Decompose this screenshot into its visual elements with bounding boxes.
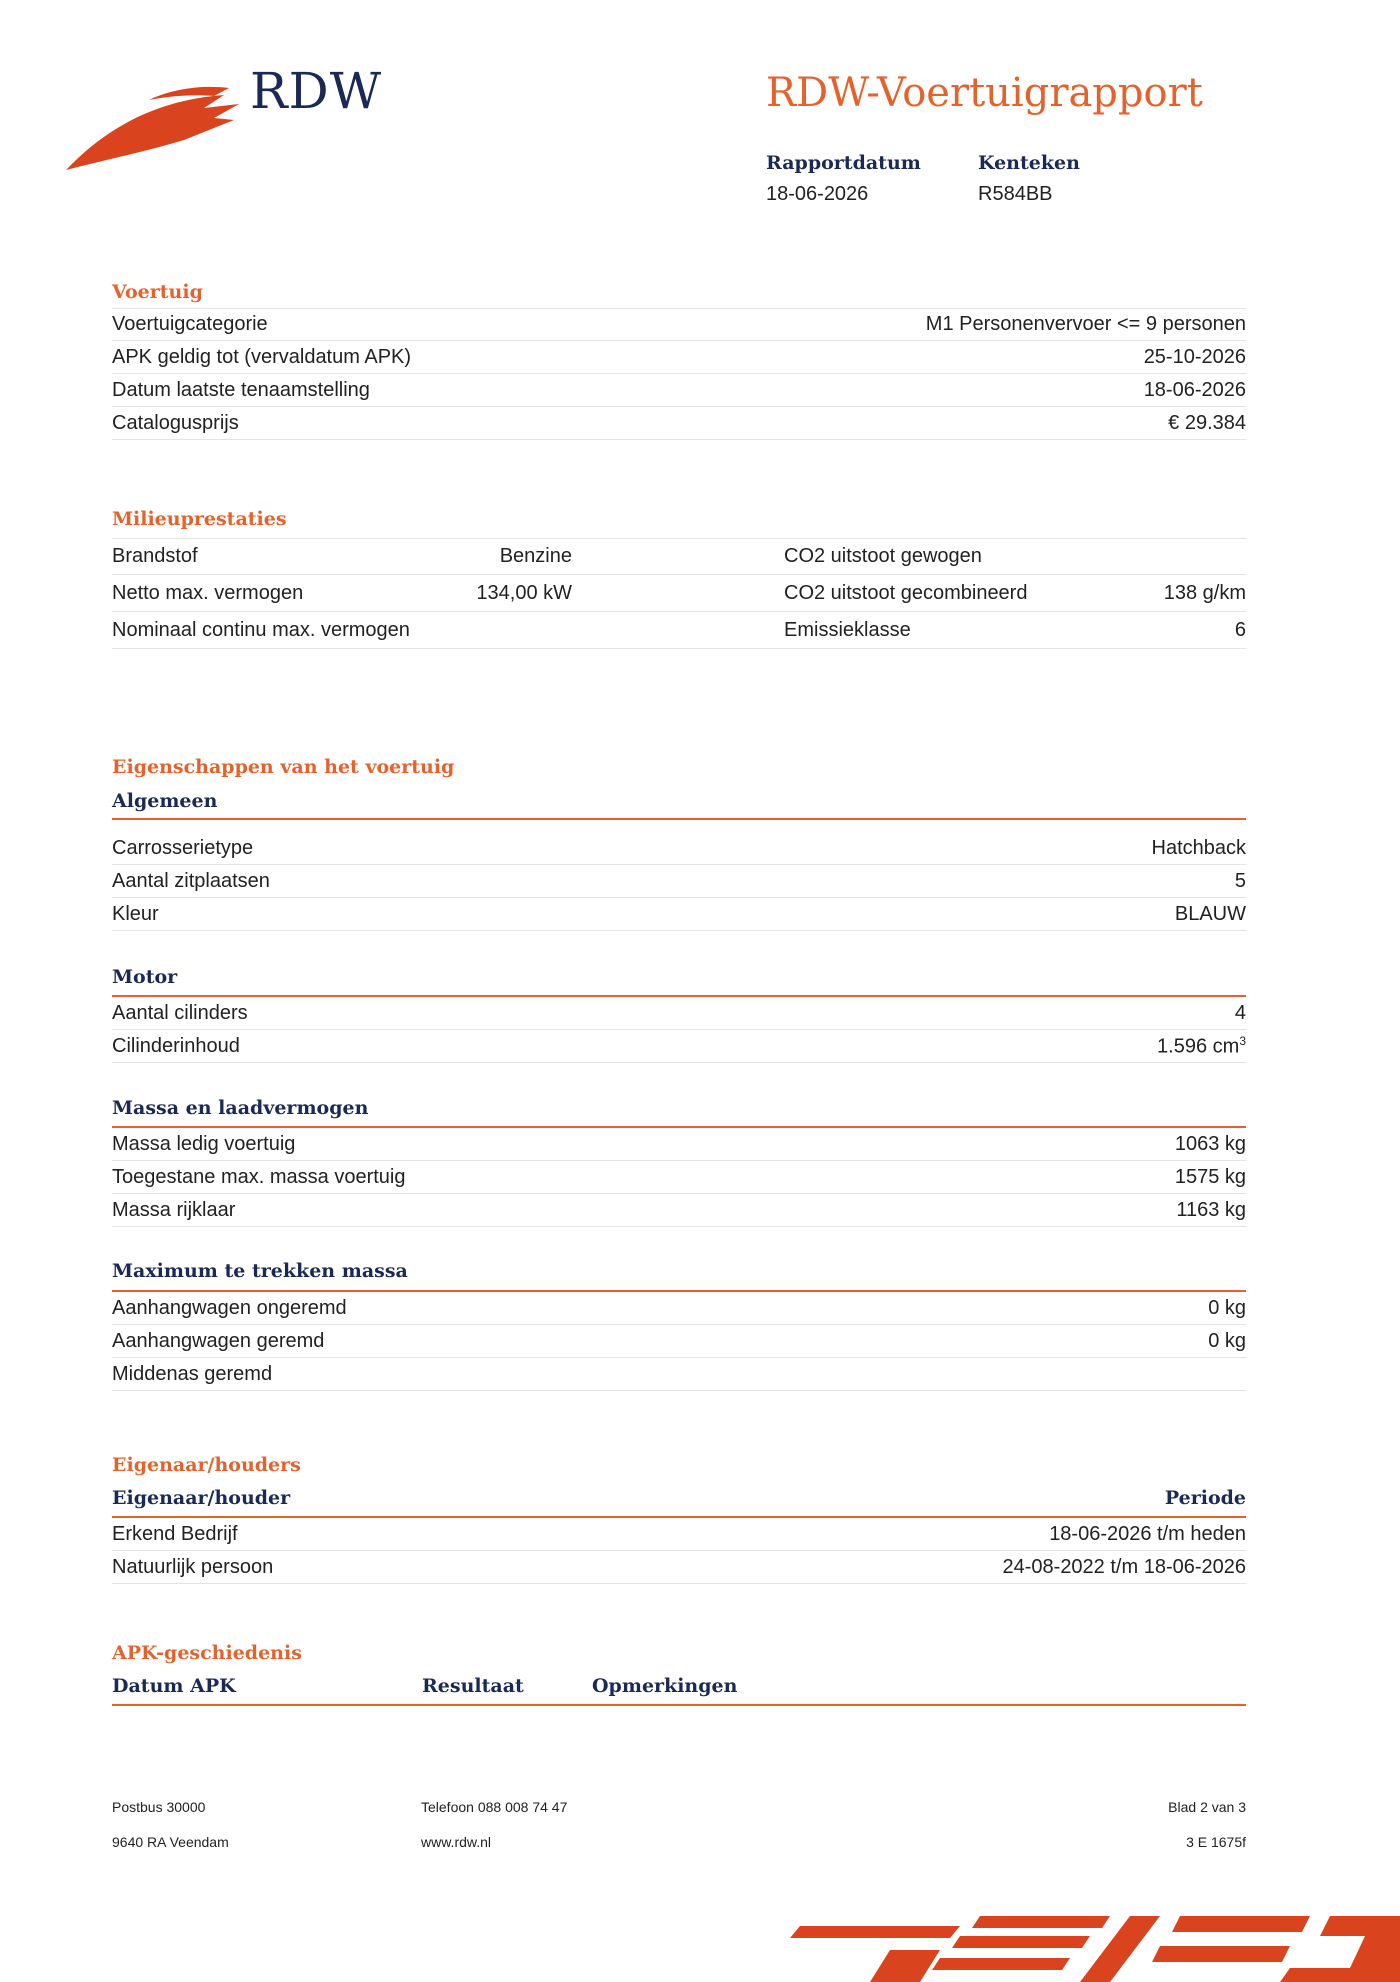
- table-row: [112, 612, 1246, 649]
- row-value: 5: [1234, 869, 1246, 892]
- rdw-footer-stripes-icon: [790, 1906, 1400, 1982]
- section-apk: APK-geschiedenis: [112, 1642, 302, 1664]
- brand-name: RDW: [250, 62, 383, 120]
- row-label: Middenas geremd: [112, 1362, 273, 1385]
- table-row: [112, 407, 1246, 440]
- row-label: Catalogusprijs: [112, 411, 239, 434]
- column-header-result: Resultaat: [422, 1675, 524, 1697]
- row-value: 18-06-2026 t/m heden: [1049, 1522, 1246, 1545]
- row-label: Nominaal continu max. vermogen: [112, 618, 410, 641]
- table-row: [112, 1128, 1246, 1161]
- row-value: 138 g/km: [1163, 581, 1246, 604]
- row-label: Aantal cilinders: [112, 1001, 248, 1024]
- row-label: Massa rijklaar: [112, 1198, 236, 1221]
- milieu-table: [112, 538, 1246, 649]
- row-label: Aanhangwagen geremd: [112, 1329, 325, 1352]
- row-value: € 29.384: [1168, 411, 1246, 434]
- plate-value: R584BB: [978, 183, 1053, 205]
- report-title: RDW-Voertuigrapport: [766, 70, 1203, 116]
- row-value: 18-06-2026: [1143, 378, 1246, 401]
- plate-block: [978, 152, 1080, 206]
- table-row: [112, 1194, 1246, 1227]
- table-row: [112, 832, 1246, 865]
- row-label: Toegestane max. massa voertuig: [112, 1165, 406, 1188]
- row-label: Natuurlijk persoon: [112, 1555, 274, 1578]
- table-row: [112, 1325, 1246, 1358]
- subsection-trekken: Maximum te trekken massa: [112, 1260, 408, 1282]
- footer-address-line2: 9640 RA Veendam: [112, 1834, 229, 1850]
- row-label: Cilinderinhoud: [112, 1034, 240, 1057]
- table-row: [112, 575, 1246, 612]
- row-label: Kleur: [112, 902, 159, 925]
- table-row: [112, 1551, 1246, 1584]
- subsection-algemeen: Algemeen: [112, 790, 218, 812]
- row-value: M1 Personenvervoer <= 9 personen: [925, 313, 1246, 335]
- table-row: [112, 538, 1246, 575]
- divider: [112, 1704, 1246, 1706]
- row-value: 134,00 kW: [476, 581, 572, 604]
- row-value: Hatchback: [1151, 836, 1246, 859]
- table-row: [112, 1030, 1246, 1063]
- row-value: 1063 kg: [1174, 1132, 1246, 1155]
- motor-table: [112, 997, 1246, 1063]
- table-row: [112, 997, 1246, 1030]
- section-voertuig: Voertuig: [112, 281, 203, 303]
- footer-phone: Telefoon 088 008 74 47: [421, 1799, 568, 1815]
- row-value: 0 kg: [1208, 1296, 1246, 1319]
- row-value: Benzine: [499, 545, 572, 567]
- table-row: [112, 1292, 1246, 1325]
- row-label: Voertuigcategorie: [112, 313, 268, 335]
- row-label: Emissieklasse: [784, 618, 911, 641]
- row-label: Erkend Bedrijf: [112, 1522, 238, 1545]
- report-date-value: 18-06-2026: [766, 183, 869, 205]
- eigenaar-header: [112, 1487, 1246, 1509]
- footer-page-number: Blad 2 van 3: [1168, 1799, 1246, 1815]
- trekken-table: [112, 1292, 1246, 1391]
- table-row: [112, 1161, 1246, 1194]
- divider: [112, 818, 1246, 820]
- row-value: 1575 kg: [1174, 1165, 1246, 1188]
- massa-table: [112, 1128, 1246, 1227]
- row-value: 6: [1234, 618, 1246, 641]
- row-value: 4: [1234, 1001, 1246, 1024]
- footer-address-line1: Postbus 30000: [112, 1799, 206, 1815]
- column-header-remarks: Opmerkingen: [592, 1675, 738, 1697]
- row-label: Netto max. vermogen: [112, 581, 304, 604]
- table-row: [112, 865, 1246, 898]
- subsection-massa: Massa en laadvermogen: [112, 1097, 369, 1119]
- report-date-label: Rapportdatum: [766, 152, 921, 174]
- algemeen-table: [112, 832, 1246, 931]
- row-label: APK geldig tot (vervaldatum APK): [112, 345, 412, 368]
- table-row: [112, 1358, 1246, 1391]
- row-label: Datum laatste tenaamstelling: [112, 378, 370, 401]
- row-value: 25-10-2026: [1143, 345, 1246, 368]
- row-label: CO2 uitstoot gecombineerd: [784, 581, 1028, 604]
- row-value: 0 kg: [1208, 1329, 1246, 1352]
- plate-label: Kenteken: [978, 152, 1080, 174]
- apk-header: [112, 1675, 1246, 1697]
- row-label: Aanhangwagen ongeremd: [112, 1296, 347, 1319]
- row-label: CO2 uitstoot gewogen: [784, 545, 982, 567]
- row-label: Brandstof: [112, 545, 198, 567]
- table-row: [112, 341, 1246, 374]
- table-header: [112, 1487, 1246, 1509]
- row-value: 1.596 $cm^3$: [1157, 1033, 1246, 1058]
- footer-website[interactable]: www.rdw.nl: [421, 1834, 492, 1850]
- row-label: Aantal zitplaatsen: [112, 869, 270, 892]
- footer-document-code: 3 E 1675f: [1186, 1834, 1246, 1850]
- column-header-date: Datum APK: [112, 1675, 236, 1697]
- section-milieu: Milieuprestaties: [112, 508, 287, 530]
- section-eigenschappen: Eigenschappen van het voertuig: [112, 756, 455, 778]
- voertuig-table: [112, 308, 1246, 440]
- table-row: [112, 308, 1246, 341]
- row-label: Massa ledig voertuig: [112, 1132, 296, 1155]
- report-date-block: [766, 152, 921, 206]
- eigenaar-table: [112, 1518, 1246, 1584]
- table-row: [112, 1518, 1246, 1551]
- subsection-motor: Motor: [112, 966, 178, 988]
- table-row: [112, 898, 1246, 931]
- section-eigenaar: Eigenaar/houders: [112, 1454, 301, 1476]
- column-header-owner: Eigenaar/houder: [112, 1487, 291, 1509]
- row-value: BLAUW: [1174, 902, 1246, 925]
- table-row: [112, 374, 1246, 407]
- row-value: 1163 kg: [1176, 1198, 1246, 1221]
- row-label: Carrosserietype: [112, 836, 254, 859]
- column-header-period: Periode: [1164, 1487, 1246, 1509]
- row-value: 24-08-2022 t/m 18-06-2026: [1002, 1555, 1246, 1578]
- table-header: [112, 1675, 1246, 1697]
